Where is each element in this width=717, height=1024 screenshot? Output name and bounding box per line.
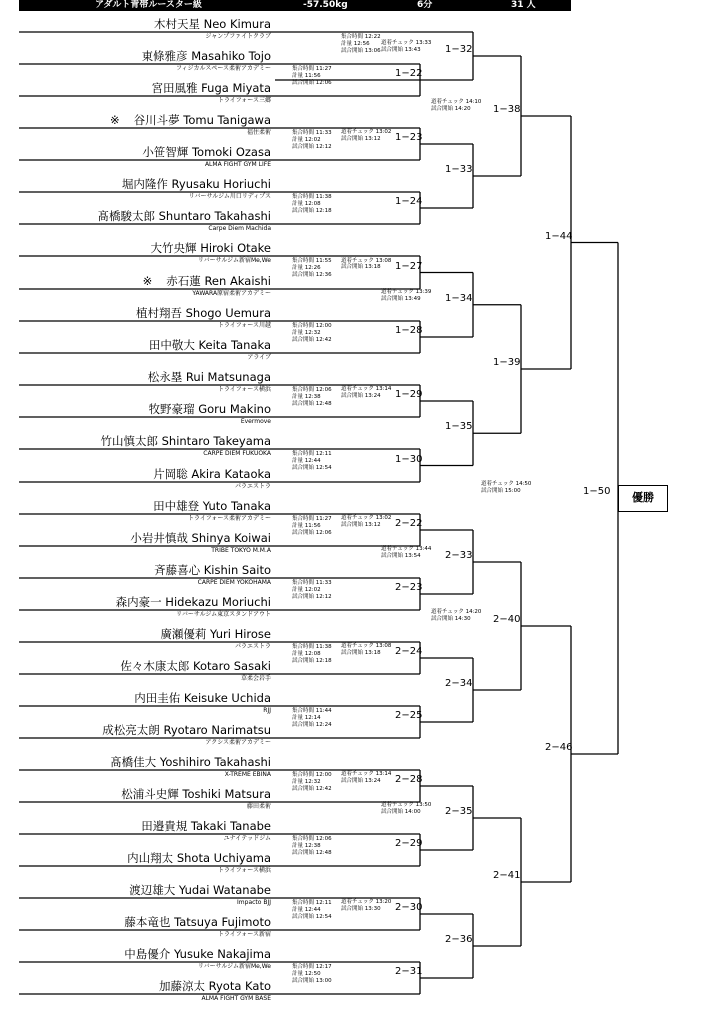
match-time: 試合開始 12:36	[292, 271, 332, 278]
match-time: 試合開始 12:12	[292, 143, 332, 150]
match-number: 2−31	[395, 966, 423, 977]
match-time: 試合開始 12:48	[292, 400, 332, 407]
player-name	[124, 948, 271, 961]
player-club: 福住柔術	[246, 129, 271, 136]
match-time: 集合時間 12:17	[292, 964, 332, 970]
match-time: 道着チェック 13:14	[341, 386, 392, 392]
match-number: 1−28	[395, 325, 423, 336]
match-time: 道着チェック 13:33	[381, 40, 432, 46]
match-number: 1−24	[395, 196, 423, 207]
player-name	[154, 18, 271, 31]
match-time: 計量 12:02	[292, 586, 321, 593]
player-name	[160, 628, 271, 641]
match-number: 1−32	[445, 44, 473, 55]
match-time: 試合開始 15:00	[481, 488, 521, 495]
match-number: 2−22	[395, 518, 423, 529]
match-time: 試合開始 12:42	[292, 336, 332, 343]
match-number: 1−38	[493, 104, 521, 115]
player-name	[127, 852, 271, 865]
match-time: 集合時間 11:55	[292, 258, 332, 264]
player-name	[153, 500, 271, 513]
player-club: 草柔会岩手	[240, 675, 271, 682]
player-club: 藤田柔術	[246, 803, 271, 810]
match-time: 計量 12:32	[292, 329, 321, 336]
match-time: 計量 12:14	[292, 714, 321, 721]
player-club: CARPE DIEM YOKOHAMA	[197, 579, 271, 586]
player-name-text: 廣瀬優莉 Yuri Hirose	[160, 627, 271, 641]
match-time: 試合開始 12:54	[292, 464, 332, 471]
player-name-text: 内山翔太 Shota Uchiyama	[127, 851, 271, 865]
match-number: 2−40	[493, 614, 521, 625]
match-number: 1−34	[445, 292, 473, 304]
match-time: 試合開始 13:12	[341, 135, 381, 142]
match-number: 2−29	[395, 838, 423, 849]
player-club: トライフォース三郷	[217, 97, 271, 104]
match-number: 1−29	[395, 389, 423, 400]
player-name-text: 堀内隆作 Ryusaku Horiuchi	[121, 177, 271, 191]
player-name	[116, 596, 271, 609]
player-club: RJJ	[263, 707, 271, 714]
player-name	[141, 820, 271, 833]
player-name-text: 大竹央輝 Hiroki Otake	[150, 241, 271, 255]
match-time: 集合時間 12:06	[292, 836, 332, 842]
player-name-text: 加藤涼太 Ryota Kato	[158, 979, 271, 993]
player-name	[152, 82, 271, 95]
match-time: 計量 12:08	[292, 650, 321, 657]
match-number: 2−34	[445, 678, 473, 689]
player-name-text: 赤石蓮 Ren Akaishi	[166, 274, 271, 288]
player-club: Carpe Diem Machida	[208, 225, 271, 232]
match-time: 集合時間 11:33	[292, 580, 332, 586]
player-name-text: 松永塁 Rui Matsunaga	[147, 370, 271, 384]
match-time: 計量 12:44	[292, 906, 321, 913]
match-time: 集合時間 11:44	[292, 708, 332, 714]
match-time: 集合時間 12:06	[292, 387, 332, 393]
match-time: 道着チェック 13:02	[341, 129, 392, 135]
player-name-text: 植村翔吾 Shogo Uemura	[135, 306, 271, 320]
match-number: 2−35	[445, 806, 473, 817]
player-name-text: 谷川斗夢 Tomu Tanigawa	[133, 113, 271, 127]
match-number: 2−25	[395, 710, 423, 721]
match-time: 道着チェック 13:50	[381, 802, 432, 808]
match-number: 1−27	[395, 260, 423, 272]
match-time: 試合開始 12:06	[292, 79, 332, 86]
player-name	[136, 307, 271, 320]
player-name	[124, 916, 271, 929]
match-number: 1−35	[445, 421, 473, 433]
player-club: パラエストラ	[234, 643, 271, 650]
player-club: リバーサルジム新宿Me,We	[197, 963, 271, 970]
player-club: YAWARA原宿柔術アカデミー	[192, 290, 271, 297]
weight-class: -57.50kg	[303, 0, 348, 10]
match-time: 計量 12:38	[292, 842, 321, 849]
player-club: トライフォース横浜	[217, 867, 271, 874]
match-time: 道着チェック 14:10	[431, 99, 482, 105]
match-time: 道着チェック 13:39	[381, 288, 432, 295]
match-time: 試合開始 12:48	[292, 849, 332, 856]
match-number: 1−50	[583, 486, 611, 498]
match-number: 1−30	[395, 453, 423, 465]
match-time: 集合時間 11:27	[292, 66, 332, 72]
match-time: 試合開始 13:43	[381, 46, 421, 53]
player-name-text: 田中雄登 Yuto Tanaka	[153, 499, 271, 513]
player-name	[130, 532, 271, 545]
match-time: 計量 12:50	[292, 970, 321, 977]
player-name-text: 髙橋駿太郎 Shuntaro Takahashi	[97, 209, 271, 223]
match-time: 計量 11:56	[292, 72, 321, 79]
match-number: 2−46	[545, 742, 573, 753]
player-name-text: 牧野豪瑠 Goru Makino	[148, 402, 271, 416]
player-club: ユナイテッドジム	[223, 835, 271, 842]
match-time: 集合時間 11:27	[292, 516, 332, 522]
match-time: 集合時間 11:38	[292, 644, 332, 650]
player-name	[122, 178, 271, 191]
match-number: 1−23	[395, 132, 423, 143]
entrant-count: 31 人	[511, 0, 536, 10]
player-name-text: 竹山慎太郎 Shintaro Takeyama	[100, 434, 271, 448]
player-name-text: 田中敬大 Keita Tanaka	[148, 338, 271, 352]
match-time: 計量 12:38	[292, 393, 321, 400]
player-club: パラエストラ	[234, 483, 271, 490]
match-time: 道着チェック 13:44	[381, 546, 432, 552]
match-time: 試合開始 13:06	[341, 47, 381, 54]
match-time: 集合時間 11:38	[292, 194, 332, 200]
player-club: Impacto BJJ	[237, 899, 271, 906]
match-time: 計量 11:56	[292, 522, 321, 529]
seed-mark: ※	[110, 113, 120, 127]
player-club: トライフォース横浜	[217, 386, 271, 393]
player-name	[110, 756, 271, 769]
player-club: アクシス柔術アカデミー	[205, 739, 271, 746]
player-name-text: 小岩井慎哉 Shinya Koiwai	[130, 531, 271, 545]
player-club: リバーサルジム東京スタンドアウト	[176, 611, 271, 618]
player-name-text: 中島優介 Yusuke Nakajima	[124, 947, 271, 961]
player-name	[100, 435, 271, 448]
division-title: アダルト青帯ルースター級	[95, 0, 202, 10]
match-time: 計量 12:56	[341, 40, 370, 47]
match-time: 試合開始 12:54	[292, 913, 332, 920]
match-time: 道着チェック 13:08	[341, 643, 392, 649]
player-name-text: 内田圭佑 Keisuke Uchida	[134, 691, 271, 705]
match-time: 試合開始 12:12	[292, 593, 332, 600]
player-name	[120, 660, 271, 673]
player-name	[134, 692, 271, 705]
match-time: 試合開始 14:20	[431, 105, 471, 112]
player-name	[143, 275, 271, 288]
match-time: 試合開始 13:12	[341, 521, 381, 528]
player-name	[154, 564, 271, 577]
match-time: 試合開始 13:00	[292, 977, 332, 984]
player-name-text: 木村天星 Neo Kimura	[153, 17, 271, 31]
match-time: 試合開始 12:18	[292, 657, 332, 664]
player-name-text: 松浦斗史輝 Toshiki Matsura	[121, 787, 271, 801]
match-duration: 6分	[417, 0, 433, 10]
player-club: ALMA FIGHT GYM LIFE	[204, 161, 271, 168]
player-club: CARPE DIEM FUKUOKA	[203, 450, 271, 457]
match-number: 2−30	[395, 902, 423, 913]
match-time: 試合開始 12:42	[292, 785, 332, 792]
player-name-text: 田邉貴規 Takaki Tanabe	[141, 819, 271, 833]
player-club: リバーサルジム川口リディプス	[188, 193, 271, 200]
match-time: 試合開始 13:18	[341, 264, 381, 271]
match-time: 道着チェック 13:08	[341, 257, 392, 264]
seed-mark: ※	[142, 274, 153, 288]
match-time: 集合時間 12:00	[292, 772, 332, 778]
player-name-text: 宮田風雅 Fuga Miyata	[151, 81, 271, 95]
player-name-text: 佐々木康太郎 Kotaro Sasaki	[120, 659, 271, 673]
match-time: 計量 12:44	[292, 457, 321, 464]
player-club: トライフォース新宿	[217, 931, 271, 938]
match-time: 試合開始 13:18	[341, 649, 381, 656]
player-name	[97, 210, 271, 223]
player-club: ALMA FIGHT GYM BASE	[201, 995, 271, 1002]
player-name-text: 斉藤喜心 Kishin Saito	[154, 563, 271, 577]
player-name-text: 小笹智輝 Tomoki Ozasa	[142, 145, 271, 159]
player-name	[153, 468, 271, 481]
match-time: 試合開始 12:24	[292, 721, 332, 728]
match-number: 2−28	[395, 774, 423, 785]
player-club: TRIBE TOKYO M.M.A	[211, 547, 271, 554]
champion-box: 優勝	[618, 485, 668, 512]
player-name	[148, 371, 271, 384]
match-time: 試合開始 12:06	[292, 529, 332, 536]
match-number: 1−22	[395, 68, 423, 79]
player-name-text: 渡辺雄大 Yudai Watanabe	[129, 883, 271, 897]
match-time: 試合開始 14:30	[431, 615, 471, 622]
player-club: トライフォース川越	[217, 322, 271, 329]
match-time: 試合開始 13:30	[341, 905, 381, 912]
match-time: 試合開始 13:49	[381, 295, 421, 302]
match-time: 計量 12:32	[292, 778, 321, 785]
match-time: 集合時間 12:22	[341, 34, 381, 40]
player-name	[149, 403, 271, 416]
player-name-text: 藤本竜也 Tatsuya Fujimoto	[124, 915, 271, 929]
match-time: 集合時間 11:33	[292, 130, 332, 136]
player-name	[149, 339, 271, 352]
player-name	[159, 980, 271, 993]
match-time: 集合時間 12:11	[292, 900, 332, 906]
player-name	[142, 146, 271, 159]
match-number: 1−44	[545, 230, 573, 242]
player-name	[110, 114, 271, 127]
player-club: Evermove	[240, 418, 271, 425]
match-time: 計量 12:26	[292, 264, 321, 271]
match-time: 試合開始 13:24	[341, 777, 381, 784]
player-name	[142, 50, 271, 63]
match-time: 計量 12:08	[292, 200, 321, 207]
match-time: 試合開始 14:00	[381, 808, 421, 815]
match-number: 2−23	[395, 582, 423, 593]
player-club: フィジカルスペース柔術アカデミー	[176, 65, 271, 72]
player-club: リバーサルジム新宿Me,We	[197, 257, 271, 264]
match-time: 道着チェック 14:20	[431, 609, 482, 615]
match-number: 2−33	[445, 550, 473, 561]
player-club: ジャンプファイトクラブ	[205, 33, 271, 40]
player-name-text: 森内豪一 Hidekazu Moriuchi	[115, 595, 271, 609]
match-time: 道着チェック 13:02	[341, 515, 392, 521]
match-time: 道着チェック 14:50	[481, 481, 532, 488]
match-time: 道着チェック 13:14	[341, 771, 392, 777]
match-time: 集合時間 12:00	[292, 323, 332, 329]
match-time: 集合時間 12:11	[292, 451, 332, 457]
match-time: 試合開始 13:54	[381, 552, 421, 559]
player-name	[102, 724, 271, 737]
match-time: 試合開始 13:24	[341, 392, 381, 399]
player-name-text: 東條雅彦 Masahiko Tojo	[141, 49, 271, 63]
player-name	[151, 242, 271, 255]
match-time: 計量 12:02	[292, 136, 321, 143]
match-number: 1−39	[493, 357, 521, 368]
player-name-text: 成松亮太朗 Ryotaro Narimatsu	[102, 723, 271, 737]
match-time: 試合開始 12:18	[292, 207, 332, 214]
match-number: 1−33	[445, 164, 473, 175]
player-name-text: 片岡聡 Akira Kataoka	[153, 467, 271, 481]
player-name	[129, 884, 271, 897]
match-number: 2−41	[493, 870, 521, 881]
match-time: 道着チェック 13:20	[341, 899, 392, 905]
player-club: アライブ	[247, 354, 271, 361]
player-name-text: 髙橋佳大 Yoshihiro Takahashi	[110, 755, 271, 769]
player-club: X-TREME EBINA	[224, 771, 271, 778]
match-number: 2−36	[445, 934, 473, 945]
match-number: 2−24	[395, 646, 423, 657]
player-club: トライフォース柔術アカデミー	[188, 515, 271, 522]
player-name	[121, 788, 271, 801]
